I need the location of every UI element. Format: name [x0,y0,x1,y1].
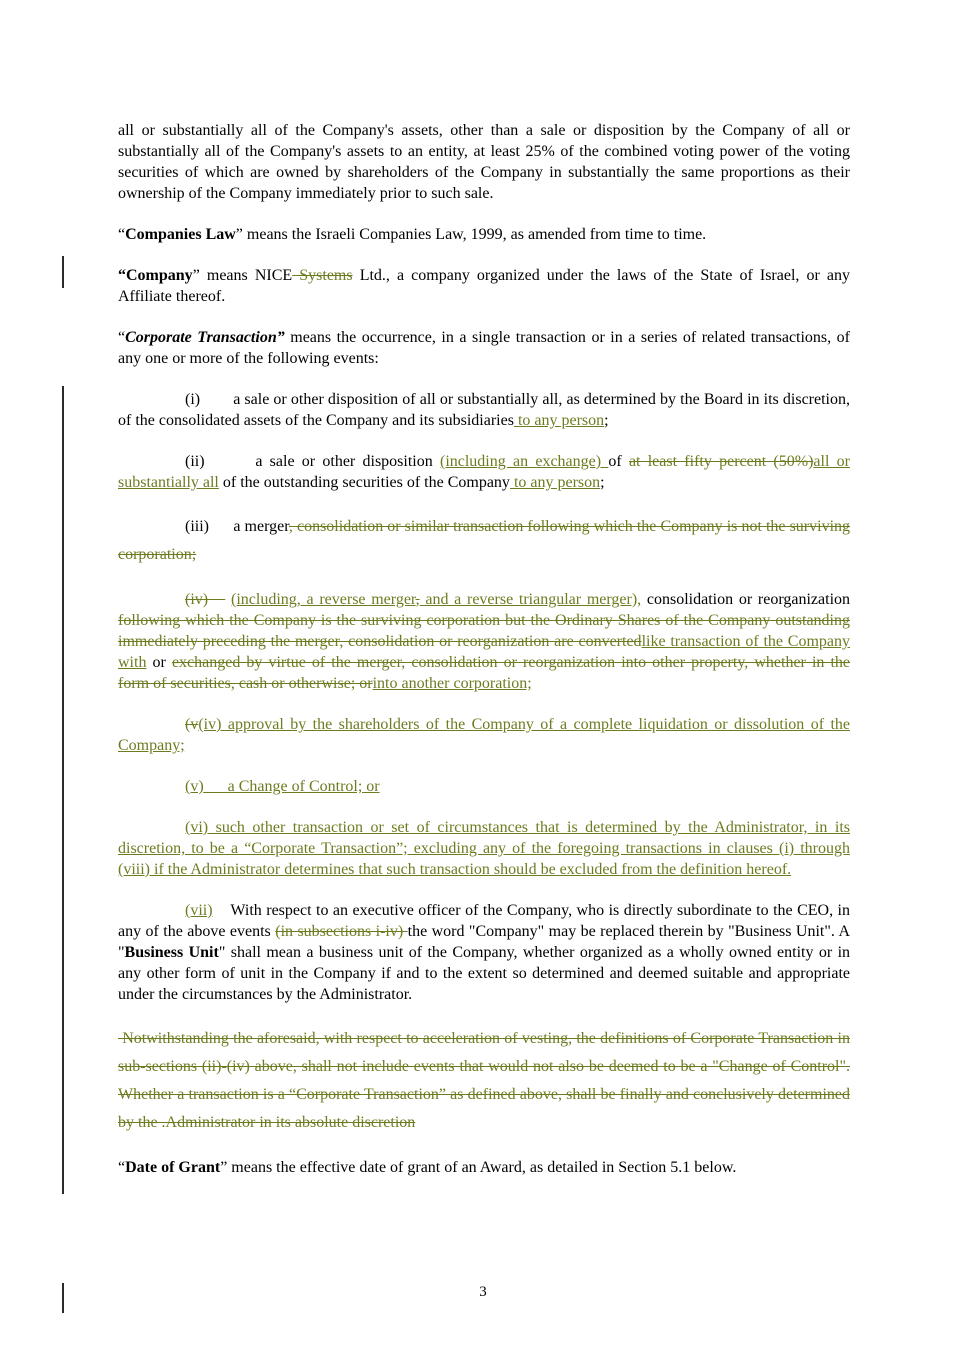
text-run: all or substantially all of the Company's assets, other than a sale or disposition by the Company of all or substantially all of the Company's assets to an entity, at least 25% of the combined voting power of the voting securities of which are owned by shareholders of the Company in substantially the same proportions as their ownership of the Company immediately prior to such sale. [118,122,850,202]
text-run [213,902,231,919]
paragraph [118,265,850,307]
text-run: Ltd., a company organized under the laws of the State of Israel, or any Affiliate thereof. [118,267,851,305]
paragraph [118,589,850,694]
text-run: the word "Company" may be replaced therein by "Business Unit". A " [118,923,851,961]
paragraph [118,224,850,245]
text-run: “ [118,329,126,346]
text-run: consolidation or reorganization [641,591,851,608]
deleted-text-run: Systems [292,267,353,284]
inserted-text-run [204,778,228,795]
inserted-text-run: (iv) approval by the shareholders of the Company of a complete liquidation or dissolution of the Company; [118,716,850,754]
deleted-text-run: (iv) [185,591,226,608]
inserted-text-run: (vii) [185,902,213,919]
tracked-change-bar [62,256,64,288]
inserted-text-run: a Change of Control; or [227,778,380,795]
text-run: " shall mean a business unit of the Company, whether organized as a wholly owned entity or in any other form of unit in the Company if and to the extent so determined and deemed suitable and appropriate under the circumstances by the Administrator. [118,944,851,1003]
paragraph [118,513,850,569]
text-run: Business Unit [124,944,219,961]
text-run: ; [600,474,605,491]
paragraph [118,1157,850,1178]
inserted-text-run: (v) [185,778,204,795]
text-run: (ii) [185,453,205,470]
text-run: a sale or other disposition [255,453,440,470]
text-run: Companies Law [125,226,236,243]
paragraph [118,776,850,797]
tracked-change-bar [62,386,64,1194]
deleted-text-run: following which the Company is the surviving corporation but the Ordinary Shares of the Company outstanding immediately preceding the merger, consolidation or reorganization are converted [118,612,850,650]
text-run: Date of Grant [125,1159,221,1176]
inserted-text-run: like transaction of the Company with [118,633,851,671]
paragraph [118,120,850,204]
text-run: ” means the effective date of grant of an Award, as detailed in Section 5.1 below. [220,1159,737,1176]
inserted-text-run: into another corporation; [372,675,532,692]
deleted-text-run: Notwithstanding the aforesaid, with respect to acceleration of vesting, the definitions of Corporate Transaction in sub-sections (ii)-(iv) above, shall not include events that would not also be deemed to be a "Change of Control". Whether a transaction is a “Corporate Transaction” as defined above, shall be finally and conclusively determined by the .Administrator in its absolute discretion [118,1030,850,1131]
inserted-text-run: and a reverse triangular merger), [419,591,642,608]
tracked-change-bar [62,1283,64,1313]
text-run: With respect to an executive officer of the Company, who is directly subordinate to the CEO, in any of the above events [118,902,850,940]
paragraph [118,714,850,756]
page-number: 3 [479,1284,487,1300]
text-run: of [608,453,629,470]
inserted-text-run: (including, a reverse merger [231,591,416,608]
text-run [205,453,256,470]
paragraph [118,1025,850,1137]
inserted-text-run: (including an exchange) [439,453,609,470]
text-run: a sale or other disposition of all or substantially all, as determined by the Board in its discretion, of the consolidated assets of the Company and its subsidiaries [118,391,851,429]
inserted-text-run: all or substantially all [118,453,850,491]
inserted-text-run: (vi) such other transaction or set of circumstances that is determined by the Administrator, in its discretion, to be a “Corporate Transaction”; excluding any of the foregoing transactions in clauses (i) through (viii) if the Administrator determines that such transaction should be excluded from the definition hereof. [118,819,850,878]
text-run: ” means NICE [192,267,293,284]
deleted-text-run: at least fifty percent (50%) [628,453,814,470]
paragraph [118,900,850,1005]
text-run: “ [118,226,126,243]
inserted-text-run: to any person [509,474,601,491]
text-run: “Company [118,267,193,284]
paragraph [118,389,850,431]
text-run: ” means the Israeli Companies Law, 1999, as amended from time to time. [235,226,707,243]
text-run [209,518,233,535]
text-run: Corporate Transaction” [125,329,285,346]
text-run: (iii) [185,518,209,535]
deleted-text-run: exchanged by virtue of the merger, consolidation or reorganization into other property, whether in the form of securities, cash or otherwise; or [118,654,851,692]
text-run [200,391,233,408]
paragraph [118,817,850,880]
document-content [118,120,850,1198]
text-run: ; [604,412,609,429]
deleted-text-run: (v [185,716,199,733]
text-run: means the occurrence, in a single transaction or in a series of related transactions, of any one or more of the following events: [118,329,851,367]
text-run: “ [118,1159,126,1176]
text-run: or [146,654,172,671]
text-run: (i) [185,391,201,408]
deleted-text-run: , consolidation or similar transaction following which the Company is not the surviving corporation; [118,518,851,563]
paragraph [118,451,850,493]
deleted-text-run: (in subsections i-iv) [275,923,408,940]
inserted-text-run: to any person [513,412,605,429]
text-run: a merger [233,518,289,535]
paragraph [118,327,850,369]
deleted-text-run: , [415,591,420,608]
text-run: of the outstanding securities of the Company [218,474,510,491]
